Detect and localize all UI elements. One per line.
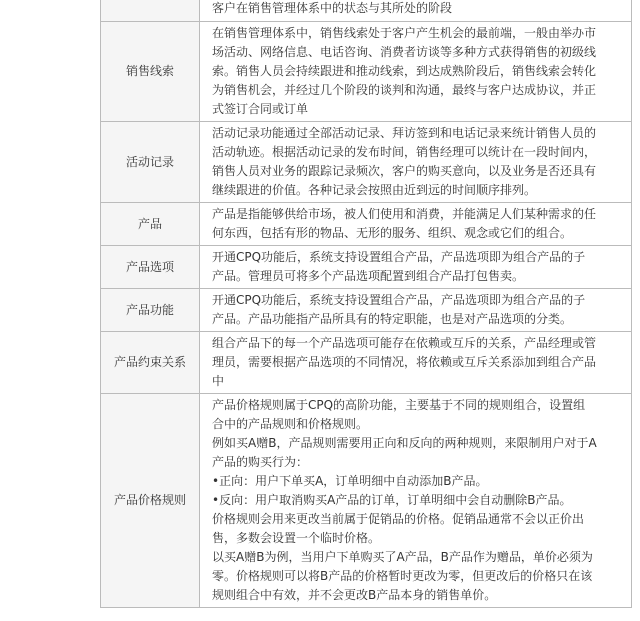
description-line: 理员，需要根据产品选项的不同情况，将依赖或互斥关系添加到组合产品 [212,355,597,369]
description-line: 产品是指能够供给市场，被人们使用和消费，并能满足人们某种需求的任 [212,207,597,221]
table-row [101,332,632,394]
description-line: 组合产品下的每一个产品选项可能存在依赖或互斥的关系，产品经理或管 [212,336,597,350]
description-line: 零。价格规则可以将B产品的价格暂时更改为零，但更改后的价格只在该 [212,569,593,583]
description-line: 开通CPQ功能后，系统支持设置组合产品，产品选项即为组合产品的子 [212,293,586,307]
description-line: 价格规则会用来更改当前属于促销品的价格。促销品通常不会以正价出 [212,512,585,526]
term-cell: 产品选项 [101,246,200,289]
description-cell [200,289,632,332]
term-cell: 活动记录 [101,122,200,203]
description-cell [200,394,632,608]
description-line: 合中的产品规则和价格规则。 [212,417,369,431]
table-row [101,394,632,608]
description-line: 产品的购买行为： [212,455,309,469]
description-line: 规则组合中有效，并不会更改B产品本身的销售单价。 [212,588,497,602]
table-row [101,122,632,203]
term-cell: 销售线索 [101,22,200,122]
description-line: 索。销售人员会持续跟进和推动线索，到达成熟阶段后，销售线索会转化 [212,64,597,78]
description-line: 继续跟进的价值。各种记录会按照由近到远的时间顺序排列。 [212,183,537,197]
description-cell [200,246,632,289]
description-line: 客户在销售管理体系中的状态与其所处的阶段 [212,0,453,15]
term-cell: 产品 [101,203,200,246]
table-row [101,0,632,22]
description-cell [200,332,632,394]
glossary-table [100,0,632,608]
description-line: 活动轨迹。根据活动记录的发布时间，销售经理可以统计在一段时间内， [212,145,597,159]
description-line: •正向：用户下单买A，订单明细中自动添加B产品。 [212,474,488,488]
description-line: •反向：用户取消购买A产品的订单，订单明细中会自动删除B产品。 [212,493,572,507]
description-cell [200,203,632,246]
term-cell: 产品功能 [101,289,200,332]
glossary-body [101,0,632,608]
term-cell: 产品价格规则 [101,394,200,608]
term-cell [101,0,200,22]
description-line: 活动记录功能通过全部活动记录、拜访签到和电话记录来统计销售人员的 [212,126,597,140]
description-line: 何东西，包括有形的物品、无形的服务、组织、观念或它们的组合。 [212,226,573,240]
table-row [101,22,632,122]
table-row [101,246,632,289]
description-line: 销售人员对业务的跟踪记录频次，客户的购买意向，以及业务是否还具有 [212,164,597,178]
table-row [101,289,632,332]
description-line: 产品。产品功能指产品所具有的特定职能，也是对产品选项的分类。 [212,312,573,326]
description-line: 为销售机会，并经过几个阶段的谈判和沟通，最终与客户达成协议，并正 [212,83,597,97]
description-cell [200,122,632,203]
description-line: 以买A赠B为例，当用户下单购买了A产品，B产品作为赠品，单价必须为 [212,550,593,564]
description-line: 售，多数会设置一个临时价格。 [212,531,381,545]
term-cell: 产品约束关系 [101,332,200,394]
description-cell [200,22,632,122]
description-line: 例如买A赠B，产品规则需要用正向和反向的两种规则，来限制用户对于A [212,436,597,450]
description-line: 产品价格规则属于CPQ的高阶功能，主要基于不同的规则组合，设置组 [212,398,586,412]
description-line: 式签订合同或订单 [212,102,309,116]
description-cell [200,0,632,22]
description-line: 中 [212,374,225,388]
description-line: 场活动、网络信息、电话咨询、消费者访谈等多种方式获得销售的初级线 [212,45,597,59]
description-line: 开通CPQ功能后，系统支持设置组合产品，产品选项即为组合产品的子 [212,250,586,264]
description-line: 在销售管理体系中，销售线索处于客户产生机会的最前端，一般由举办市 [212,26,597,40]
table-row [101,203,632,246]
description-line: 产品。管理员可将多个产品选项配置到组合产品打包售卖。 [212,269,525,283]
